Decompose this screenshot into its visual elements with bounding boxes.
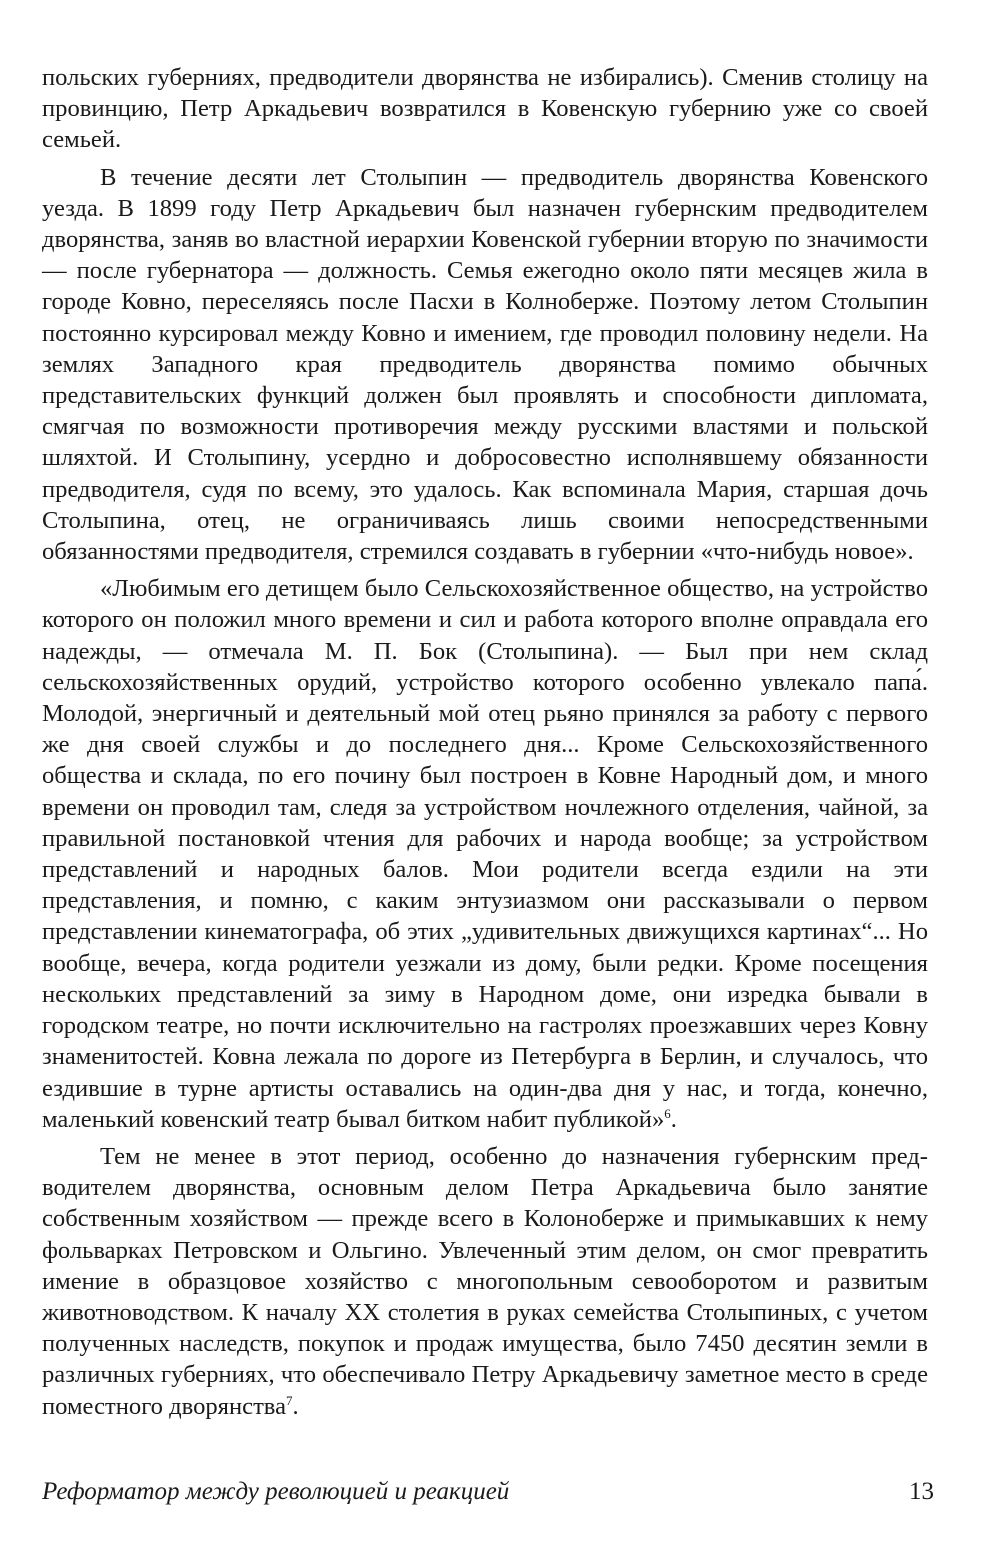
paragraph-2 (42, 162, 928, 568)
paragraph-1 (42, 62, 928, 156)
paragraph-2-text: В течение десяти лет Столыпин — предводитель дворянства Ковенского уезда. В 1899 году Петр Аркадьевич был назначен губернским предводителем дворянства, заняв во властной иерархии Ковенской губернии вторую по значимости — после губернатора — должность. Семья ежегодно около пяти месяцев жила в городе Ковно, переселяясь после Пасхи в Колноберже. Поэтому летом Столыпин постоянно курсировал между Ковно и имением, где проводил половину недели. На землях Западного края предводитель дворянства помимо обычных представительских функций должен был проявлять и способности дипломата, смягчая по возможности противоречия между русскими властями и польской шляхтой. И Столыпину, усердно и добросовестно исполнявшему обязанности предводителя, судя по всему, это удалось. Как вспоминала Мария, старшая дочь Столыпина, отец, не ограничиваясь лишь своими непосредственными обязанностями предводителя, стремился создавать в губернии «что-нибудь новое». (42, 163, 928, 566)
footnote-ref-7: 7 (286, 1392, 293, 1408)
footnote-ref-6: 6 (664, 1105, 671, 1121)
paragraph-4: Тем не менее в этот период, особенно до назначения губернским предводителем дворянства, основным делом Петра Аркадьевича было занятие собственным хозяйством — прежде всего в Колоноберже и примыкавших к нему фольварках Петровском и Ольгино. Увлеченный этим делом, он смог превратить имение в образцовое хозяйство с многопольным севооборотом и развитым животноводством. К началу XX столетия в руках семейства Столыпиных, с учетом полученных наследств, покупок и продаж имущества, было 7450 десятин земли в различных губерниях, что обеспечивало Петру Аркадьевичу заметное место в среде поместного дворянства$^7$. (42, 1142, 928, 1420)
page-body (42, 62, 928, 1422)
page-footer (42, 1478, 934, 1506)
paragraph-1-text: польских губерниях, предводители дворянства не избирались). Сменив столицу на провинцию, Петр Аркадьевич возвратился в Ковенскую губернию уже со своей семьей. (42, 64, 928, 154)
paragraph-3: «Любимым его детищем было Сельскохозяйственное общество, на устройство которого он положил много времени и сил и работа которого вполне оправдала его надежды, — отмечала М. П. Бок (Столыпина). — Был при нем склад сельскохозяйственных орудий, устройство которого особенно увлекало папа́. Молодой, энергичный и деятельный мой отец рьяно принялся за работу с первого же дня своей службы и до последнего дня... Кроме Сельскохозяйственного общества и склада, по его почину был построен в Ковне Народный дом, и много времени он проводил там, следя за устройством ночлежного отделения, чайной, за правильной постановкой чтения для рабочих и народа вообще; за устройством представлений и народных балов. Мои родители всегда ездили на эти представления, и помню, с каким энтузиазмом они рассказывали о первом представлении кинематографа, об этих „удивительных движущихся картинах“... Но вообще, вечера, когда родители уезжали из дому, были редки. Кроме посещения нескольких представлений за зиму в Народном доме, они изредка бывали в городском театре, но почти исключительно на гастролях проезжавших через Ковну знаменитостей. Ковна лежала по дороге из Петербурга в Берлин, и случалось, что ездившие в турне артисты оставались на один-два дня у нас, и тогда, конечно, маленький ковенский театр бывал битком набит публикой»$^6$. (42, 575, 928, 1133)
running-title: Реформатор между революцией и реакцией (42, 1478, 510, 1505)
paragraph-4-text: Тем не менее в этот период, особенно до назначения губернским предводителем дворянства, основным делом Петра Аркадьевича было занятие собственным хозяйством — прежде всего в Колоноберже и примыкавших к нему фольварках Петровском и Ольгино. Увлеченный этим делом, он смог превратить имение в образцовое хозяйство с многопольным севооборотом и развитым животноводством. К началу XX столетия в руках семейства Столыпиных, с учетом полученных наследств, покупок и продаж имущества, было 7450 десятин земли в различных губерниях, что обеспечивало Петру Аркадьевичу заметное место в среде поместного дворянства (42, 1142, 928, 1420)
paragraph-3-text: «Любимым его детищем было Сельскохозяйственное общество, на устройство которого он положил много времени и сил и работа которого вполне оправдала его надежды, — отмечала М. П. Бок (Столыпина). — Был при нем склад сельскохозяйственных орудий, устройство которого особенно увлекало папа́. Молодой, энергичный и деятельный мой отец рьяно принялся за работу с первого же дня своей службы и до последнего дня... Кроме Сельскохозяйственного общества и склада, по его почину был построен в Ковне Народный дом, и много времени он проводил там, следя за устройством ночлежного отделения, чайной, за правильной постановкой чтения для рабочих и народа вообще; за устройством представлений и народных балов. Мои родители всегда ездили на эти представления, и помню, с каким энтузиазмом они рассказывали о первом представлении кинематографа, об этих „удивительных движущихся картинах“... Но вообще, вечера, когда родители уезжали из дому, были редки. Кроме посещения нескольких представлений за зиму в Народном доме, они изредка бывали в городском театре, но почти исключительно на гастролях проезжавших через Ковну знаменитостей. Ковна лежала по дороге из Петербурга в Берлин, и случалось, что ездившие в турне артисты оставались на один-два дня у нас, и тогда, конечно, маленький ковенский театр бывал битком набит публикой» (42, 575, 928, 1133)
page-number: 13 (909, 1478, 934, 1505)
